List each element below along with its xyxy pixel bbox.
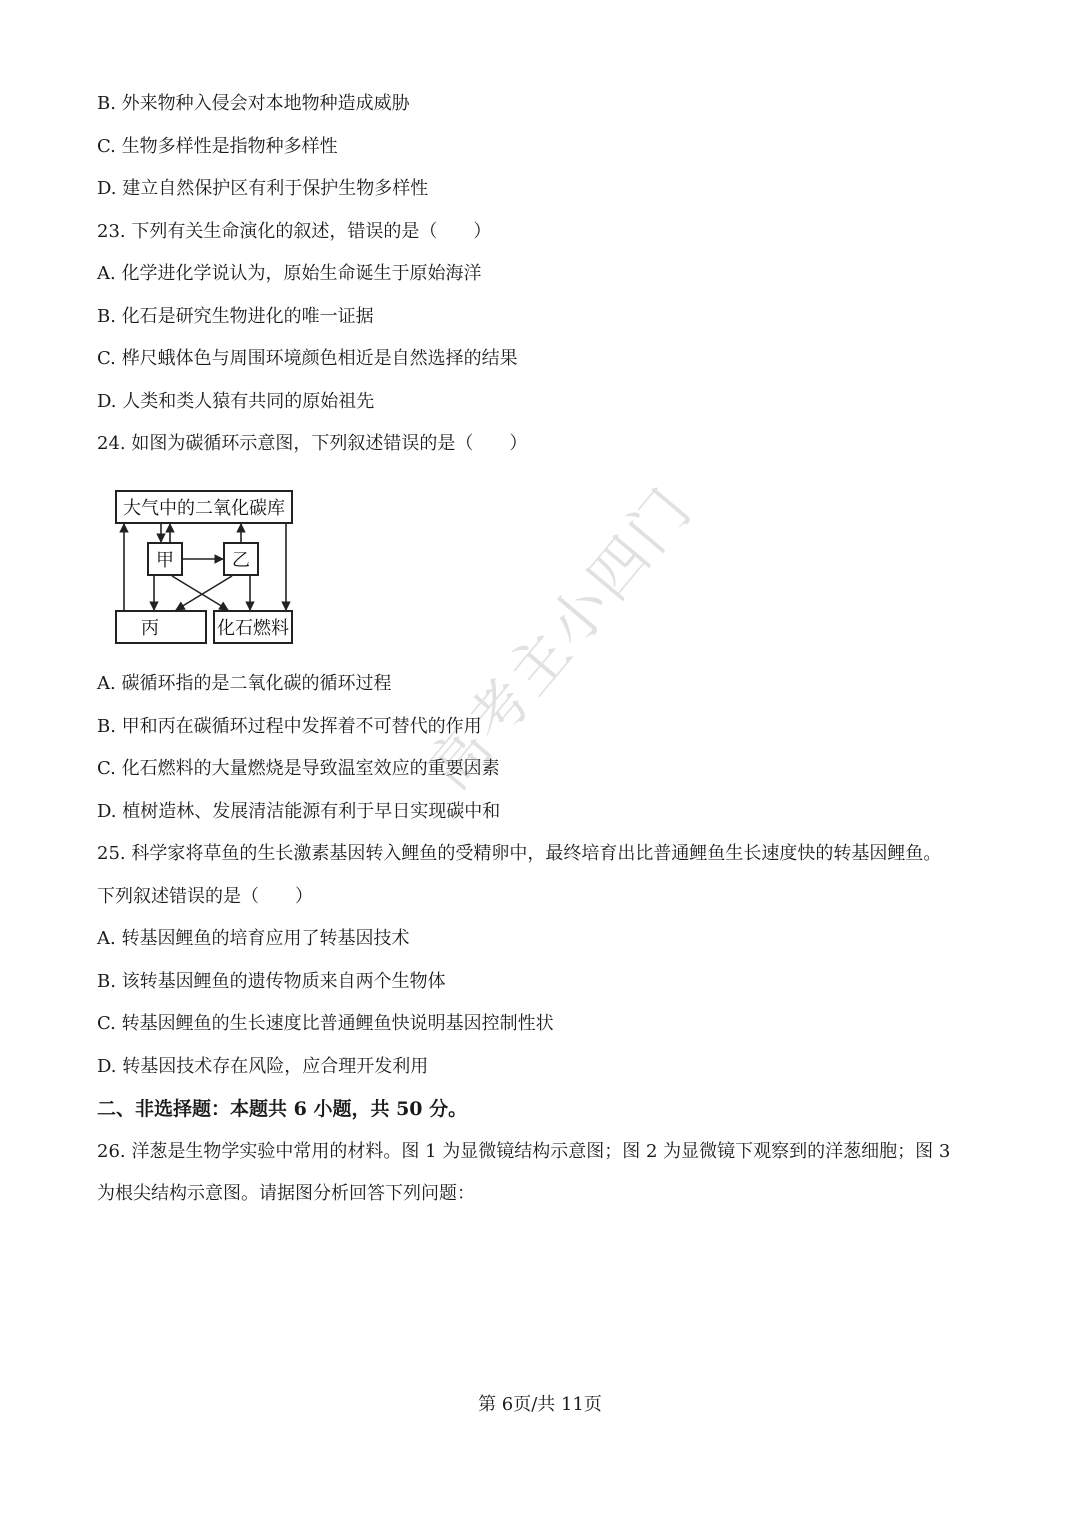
atmosphere-co2-label: 大气中的二氧化碳库 bbox=[123, 498, 285, 519]
q23-stem: 23. 下列有关生命演化的叙述，错误的是（ ） bbox=[97, 221, 492, 242]
q25-stem-line2: 下列叙述错误的是（ ） bbox=[97, 886, 313, 907]
q23-option-a: A. 化学进化学说认为，原始生命诞生于原始海洋 bbox=[97, 263, 482, 284]
q24-option-a: A. 碳循环指的是二氧化碳的循环过程 bbox=[97, 673, 392, 694]
q23-option-c: C. 桦尺蛾体色与周围环境颜色相近是自然选择的结果 bbox=[97, 348, 518, 369]
q25-option-d: D. 转基因技术存在风险，应合理开发利用 bbox=[97, 1056, 429, 1077]
arrow-jia-to-fossil bbox=[172, 576, 228, 610]
arrow-yi-to-bing bbox=[176, 576, 232, 610]
q26-stem-line1: 26. 洋葱是生物学实验中常用的材料。图 1 为显微镜结构示意图；图 2 为显微镜下观察到的洋葱细胞；图 3 bbox=[97, 1141, 951, 1162]
q24-stem: 24. 如图为碳循环示意图，下列叙述错误的是（ ） bbox=[97, 433, 528, 454]
watermark: 高考主小四门 bbox=[414, 473, 707, 803]
q23-option-d: D. 人类和类人猿有共同的原始祖先 bbox=[97, 391, 375, 412]
q25-stem-line1: 25. 科学家将草鱼的生长激素基因转入鲤鱼的受精卵中，最终培育出比普通鲤鱼生长速度快的转基因鲤鱼。 bbox=[97, 843, 942, 864]
bing-box bbox=[116, 611, 206, 643]
page-footer: 第 6页/共 11页 bbox=[478, 1394, 602, 1415]
q24-option-b: B. 甲和丙在碳循环过程中发挥着不可替代的作用 bbox=[97, 716, 482, 737]
q22-option-b: B. 外来物种入侵会对本地物种造成威胁 bbox=[97, 93, 410, 114]
q25-option-b: B. 该转基因鲤鱼的遗传物质来自两个生物体 bbox=[97, 971, 446, 992]
q25-option-c: C. 转基因鲤鱼的生长速度比普通鲤鱼快说明基因控制性状 bbox=[97, 1013, 554, 1034]
q22-option-d: D. 建立自然保护区有利于保护生物多样性 bbox=[97, 178, 429, 199]
yi-label: 乙 bbox=[232, 550, 250, 571]
carbon-cycle-diagram bbox=[110, 487, 300, 649]
q26-stem-line2: 为根尖结构示意图。请据图分析回答下列问题： bbox=[97, 1183, 475, 1204]
q24-option-c: C. 化石燃料的大量燃烧是导致温室效应的重要因素 bbox=[97, 758, 500, 779]
fossil-fuel-label: 化石燃料 bbox=[217, 618, 289, 639]
q25-option-a: A. 转基因鲤鱼的培育应用了转基因技术 bbox=[97, 928, 410, 949]
bing-label: 丙 bbox=[141, 618, 159, 639]
q22-option-c: C. 生物多样性是指物种多样性 bbox=[97, 136, 338, 157]
jia-label: 甲 bbox=[156, 550, 174, 571]
q23-option-b: B. 化石是研究生物进化的唯一证据 bbox=[97, 306, 374, 327]
section-heading: 二、非选择题：本题共 6 小题，共 50 分。 bbox=[97, 1098, 468, 1120]
q24-option-d: D. 植树造林、发展清洁能源有利于早日实现碳中和 bbox=[97, 801, 501, 822]
